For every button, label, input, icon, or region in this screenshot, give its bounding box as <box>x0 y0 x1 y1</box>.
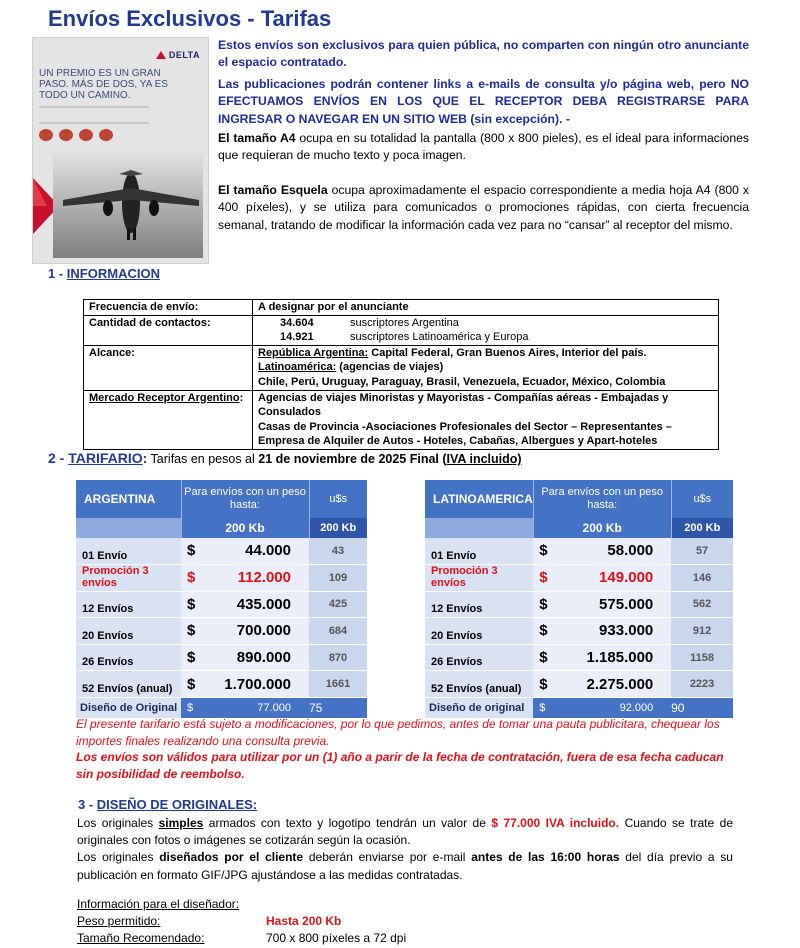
table-row: 12 Envíos $ 435.000 425 <box>76 591 367 618</box>
table-row: 52 Envíos (anual) $ 2.275.000 2223 <box>425 671 733 698</box>
page-title: Envíos Exclusivos - Tarifas <box>48 6 332 31</box>
table-row: 26 Envíos $ 890.000 870 <box>76 644 367 671</box>
ad-small-text <box>39 106 149 124</box>
table-row: 26 Envíos $ 1.185.000 1158 <box>425 644 733 671</box>
esquela-paragraph: El tamaño Esquela ocupa aproximadamente el espacio correspondiente a media hoja A4 (800 x 400 píxeles), y se utiliza para comunicados o promociones rápidas, con cierta frecuencia semanal, tratando de modificar la información cada vez para no “cansar” al receptor del mismo. <box>218 182 750 232</box>
table-row: 20 Envíos $ 933.000 912 <box>425 618 733 645</box>
section-informacion-heading: 1 - INFORMACION <box>48 266 160 281</box>
airplane-icon <box>53 148 203 258</box>
price-table-argentina: ARGENTINA Para envíos con un peso hasta: u$s 200 Kb 200 Kb 01 Envío $ 44.000 43 Promoción 3 envíos $ 112.000 109 12 Envíos $ 435.000 425 20 Envíos $ 700.000 684 26 Envíos $ 890.000 870 52 Envíos (anual) $ 1.700.000 1661 Diseño de Original $ 77.000 75 <box>76 480 367 718</box>
table-row: Promoción 3 envíos $ 149.000 146 <box>425 564 733 591</box>
table-row: 01 Envío $ 44.000 43 <box>76 538 367 564</box>
a4-paragraph: El tamaño A4 ocupa en su totalidad la pantalla (800 x 800 pieles), es el ideal para informaciones que requieran de mucho texto y poca imagen. <box>218 131 749 163</box>
award-badges <box>39 128 189 140</box>
exclusive-note: Estos envíos son exclusivos para quien pública, no comparten con ningún otro anunciante el espacio contratado. <box>218 38 749 70</box>
intro-text <box>218 37 749 234</box>
design-text <box>77 815 733 884</box>
table-row: Diseño de Original $ 77.000 75 <box>76 697 367 718</box>
section-diseno-heading: 3 - DISEÑO DE ORIGINALES: <box>78 797 258 812</box>
validity-note: Los envíos son válidos para utilizar por un (1) año a parir de la fecha de contratación, fuera de esa fecha caducan sin posibilidad de reembolso. <box>76 750 724 781</box>
pricing-notes <box>76 716 734 782</box>
info-row-contacts: Cantidad de contactos: 34.604 suscriptores Argentina 14.921 suscriptores Latinoamérica y Europa <box>84 315 719 345</box>
info-row-market: Mercado Receptor Argentino: Agencias de viajes Minoristas y Mayoristas - Compañías aéreas - Embajadas y Consulados Casas de Provincia -Asociaciones Profesionales del Sector – Representantes – Empresa de Alquiler de Autos - Hoteles, Cabañas, Albergues y Apart-hoteles <box>84 390 719 449</box>
designer-info: Información para el diseñador: Peso permitido: Hasta 200 Kb Tamaño Recomendado: 700 x 800 píxeles a 72 dpi <box>77 897 407 945</box>
ad-headline: UN PREMIO ES UN GRAN PASO. MÁS DE DOS, YA ES TODO UN CAMINO. <box>39 68 168 101</box>
table-row: Promoción 3 envíos $ 112.000 109 <box>76 564 367 591</box>
table-row: 12 Envíos $ 575.000 562 <box>425 591 733 618</box>
info-row-frequency: Frecuencia de envío: A designar por el anunciante <box>84 300 719 316</box>
table-row: 20 Envíos $ 700.000 684 <box>76 618 367 645</box>
links-note: Las publicaciones podrán contener links a e-mails de consulta y/o página web, pero NO EFECTUAMOS ENVÍOS EN LOS QUE EL RECEPTOR DEBA REGISTRARSE PARA INGRESAR O NAVEGAR EN UN SITIO WEB (sin excepción). - <box>218 76 749 126</box>
simple-originals-paragraph: Los originales simples armados con texto y logotipo tendrán un valor de $ 77.000 IVA incluido. Cuando se trate de originales con fotos o imágenes se cotizarán según la ocasión. <box>77 816 733 848</box>
table-row: 52 Envíos (anual) $ 1.700.000 1661 <box>76 671 367 698</box>
delta-logo: DELTA <box>156 50 200 60</box>
price-table-latinoamerica: LATINOAMERICA Para envíos con un peso hasta: u$s 200 Kb 200 Kb 01 Envío $ 58.000 57 Promoción 3 envíos $ 149.000 146 12 Envíos $ 575.000 562 20 Envíos $ 933.000 912 26 Envíos $ 1.185.000 1158 52 Envíos (anual) $ 2.275.000 2223 Diseño de original $ 92.000 90 <box>425 480 733 718</box>
info-row-reach: Alcance: República Argentina: Capital Federal, Gran Buenos Aires, Interior del país. Latinoamérica: (agencias de viajes) Chile, Perú, Uruguay, Paraguay, Brasil, Venezuela, Ecuador, México, Colombia <box>84 345 719 390</box>
info-table <box>83 299 719 450</box>
section-tarifario-heading: 2 - TARIFARIO: Tarifas en pesos al 21 de noviembre de 2025 Final (IVA incluido) <box>48 450 522 466</box>
table-row: Diseño de original $ 92.000 90 <box>425 697 733 718</box>
delta-ad-image <box>32 37 209 264</box>
table-row: 01 Envío $ 58.000 57 <box>425 538 733 564</box>
client-originals-paragraph: Los originales diseñados por el cliente deberán enviarse por e-mail antes de las 16:00 horas del día previo a su publicación en formato GIF/JPG ajustándose a las medidas contratadas. <box>77 850 733 882</box>
modification-note: El presente tarifario está sujeto a modificaciones, por lo que pedimos, antes de tomar una pauta publicitara, chequear los importes finales realizando una consulta previa. <box>76 717 720 748</box>
